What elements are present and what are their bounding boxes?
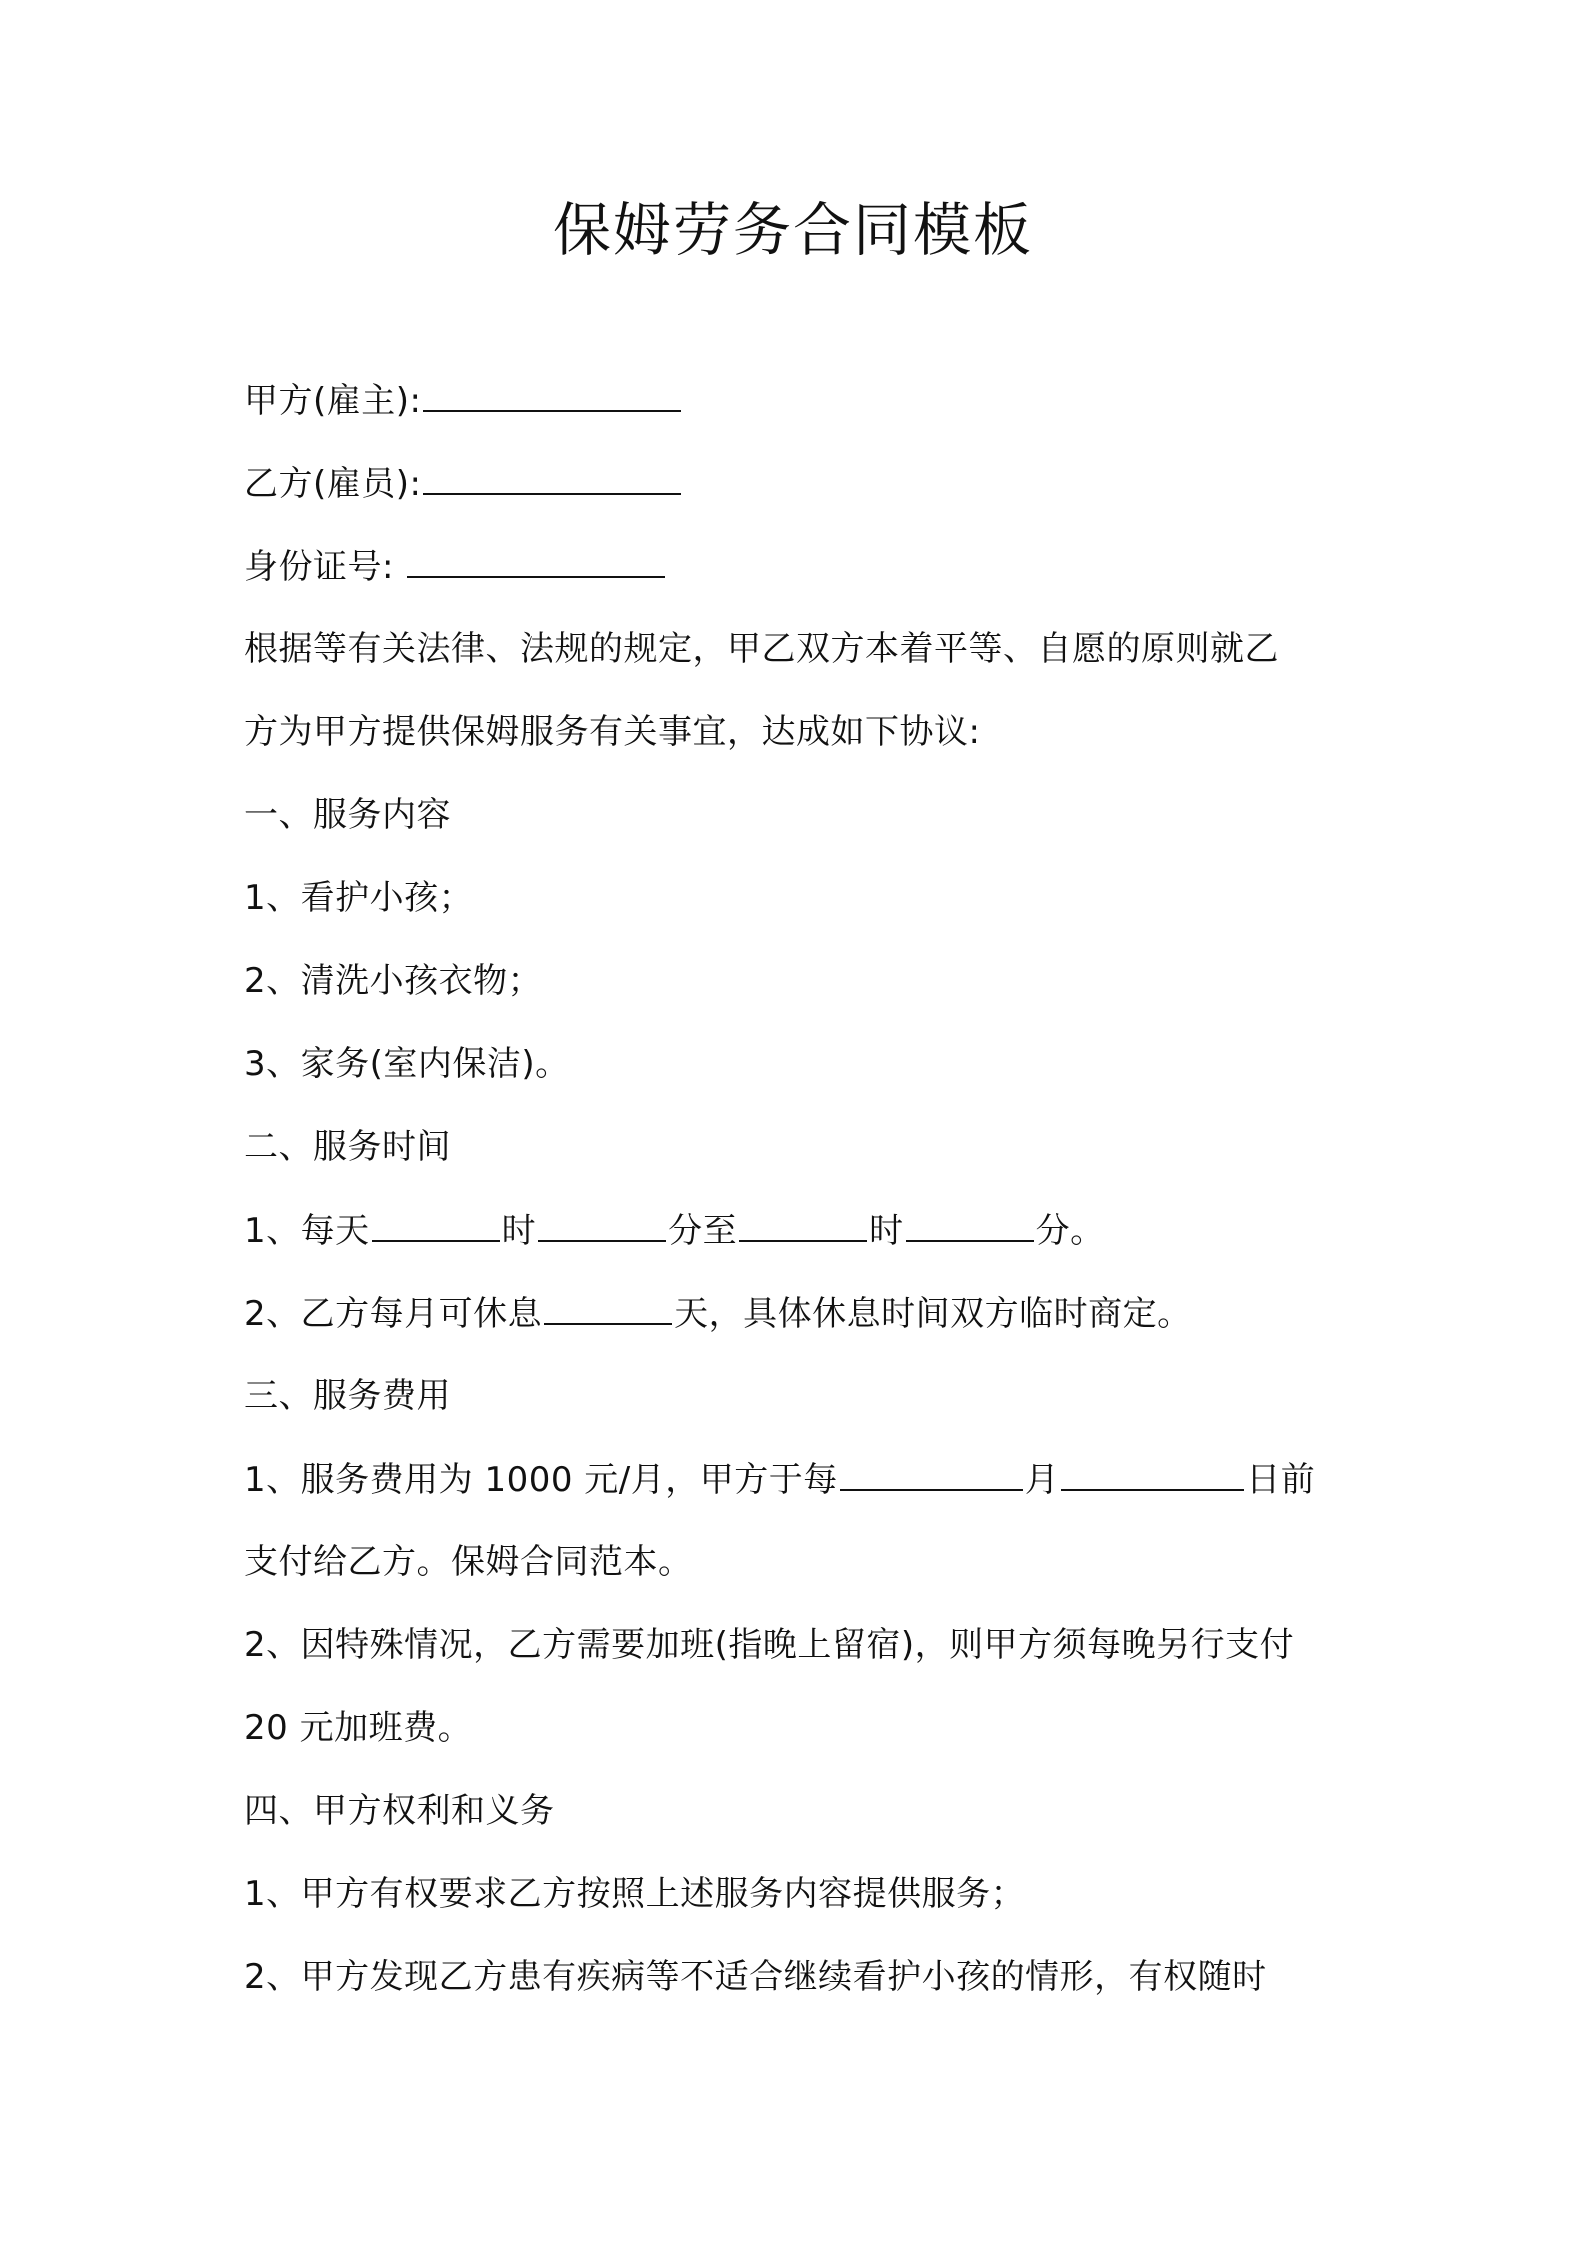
daily-label: 1、每天	[244, 1211, 370, 1251]
pay-month-blank	[840, 1455, 1023, 1491]
document-title: 保姆劳务合同模板	[552, 196, 1033, 264]
id-number-blank	[407, 542, 665, 578]
minute-end-label: 分。	[1035, 1211, 1105, 1251]
section-2-heading: 二、服务时间	[244, 1127, 451, 1167]
rest-days-blank	[544, 1289, 672, 1325]
hour-label-2: 时	[869, 1211, 904, 1251]
section-1-item-1: 1、看护小孩；	[244, 878, 474, 918]
id-number-line	[244, 542, 667, 591]
rest-days-suffix: 天，具体休息时间双方临时商定。	[674, 1294, 1192, 1334]
id-number-label: 身份证号:	[244, 547, 394, 587]
party-b-line	[244, 459, 683, 508]
section-3-item-2-line-2: 20 元加班费。	[244, 1708, 473, 1748]
section-2-item-1	[244, 1206, 1105, 1255]
month-label: 月	[1024, 1460, 1060, 1500]
fee-prefix: 1、服务费用为 1000 元/月，甲方于每	[244, 1460, 838, 1500]
intro-line-1: 根据等有关法律、法规的规定，甲乙双方本着平等、自愿的原则就乙	[244, 629, 1279, 669]
section-4-item-2: 2、甲方发现乙方患有疾病等不适合继续看护小孩的情形，有权随时	[244, 1957, 1267, 1997]
party-b-label: 乙方(雇员):	[244, 464, 422, 504]
party-b-blank	[423, 459, 681, 495]
start-minute-blank	[538, 1206, 666, 1242]
section-1-item-2: 2、清洗小孩衣物；	[244, 961, 543, 1001]
section-3-item-2-line-1: 2、因特殊情况，乙方需要加班(指晚上留宿)，则甲方须每晚另行支付	[244, 1625, 1295, 1665]
section-4-heading: 四、甲方权利和义务	[244, 1791, 555, 1831]
section-2-item-2	[244, 1289, 1192, 1338]
section-3-item-1-line-2: 支付给乙方。保姆合同范本。	[244, 1542, 693, 1582]
intro-line-2: 方为甲方提供保姆服务有关事宜，达成如下协议:	[244, 712, 981, 752]
party-a-label: 甲方(雇主):	[244, 381, 422, 421]
section-3-item-1	[244, 1455, 1315, 1504]
day-before-label: 日前	[1246, 1460, 1316, 1500]
section-4-item-1: 1、甲方有权要求乙方按照上述服务内容提供服务；	[244, 1874, 1026, 1914]
end-minute-blank	[906, 1206, 1034, 1242]
party-a-blank	[423, 376, 681, 412]
section-1-item-3: 3、家务(室内保洁)。	[244, 1044, 570, 1084]
hour-label: 时	[501, 1211, 537, 1251]
end-hour-blank	[739, 1206, 867, 1242]
pay-day-blank	[1061, 1455, 1244, 1491]
minute-to-label: 分至	[668, 1211, 738, 1251]
section-3-heading: 三、服务费用	[244, 1376, 451, 1416]
start-hour-blank	[372, 1206, 500, 1242]
rest-days-prefix: 2、乙方每月可休息	[244, 1294, 543, 1334]
party-a-line	[244, 376, 683, 425]
section-1-heading: 一、服务内容	[244, 795, 451, 835]
